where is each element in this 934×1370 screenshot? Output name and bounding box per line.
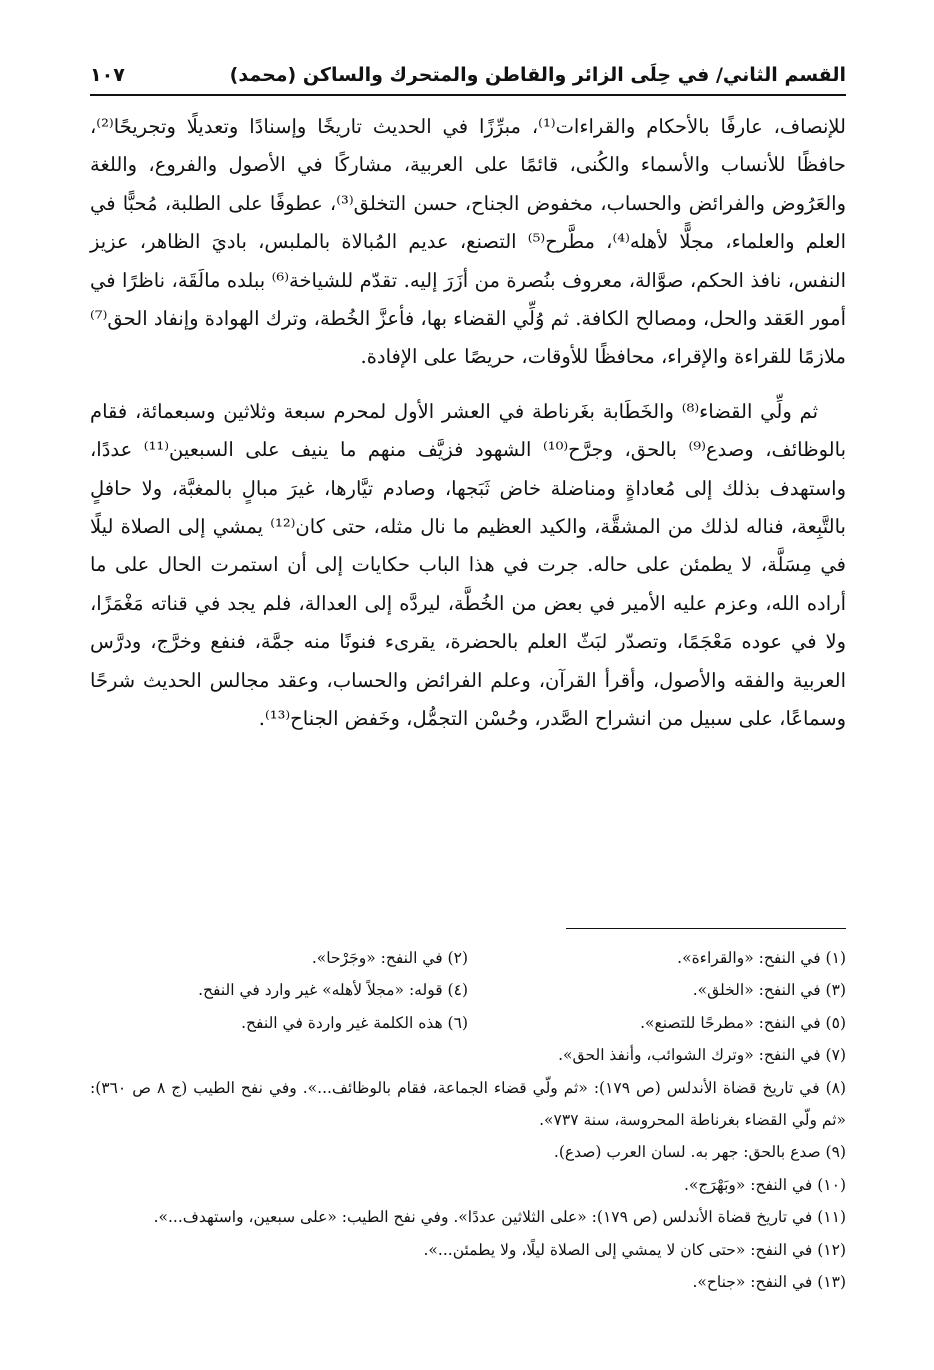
footnote-12: (١٢) في النفح: «حتى كان لا يمشي إلى الصلاة ليلًا، ولا يطمئن...». — [423, 1240, 846, 1259]
footnote-13: (١٣) في النفح: «جناح». — [692, 1273, 846, 1292]
footnote-2: (٢) في النفح: «وجَرْحا». — [311, 949, 468, 967]
page-header — [90, 58, 846, 92]
footnote-11: (١١) في تاريخ قضاة الأندلس (ص ١٧٩): «على الثلاثين عددًا». وفي نفح الطيب: «على سبعين، واستهدف...». — [153, 1208, 846, 1227]
footnote-3: (٣) في النفح: «الخلق». — [692, 981, 846, 1000]
footnote-7: (٧) في النفح: «وترك الشوائب، وأنفذ الحق». — [558, 1046, 846, 1065]
paragraph-2: ثم ولِّي القضاء⁽⁸⁾ والخَطَابة بغَرناطة في العشر الأول لمحرم سبعة وثلاثين وسبعمائة، فقام بالوظائف، وصدع⁽⁹⁾ بالحق، وجرَّح⁽¹⁰⁾ الشهود فزيَّف منهم ما ينيف على السبعين⁽¹¹⁾ عددًا، واستهدف بذلك إلى مُعاداةٍ ومناضلة خاض ثَبَجها، وصادم تيَّارها، غيرَ مبالٍ بالمغبَّة، ولا حافلٍ بالتَّبِعة، فناله لذلك من المشقَّة، والكيد العظيم ما نال مثله، حتى كان⁽¹²⁾ يمشي إلى الصلاة ليلًا في مِسَلَّة، لا يطمئن على حاله. جرت في هذا الباب حكايات إلى أن استمرت الحال على ما أراده الله، وعزم عليه الأمير في بعض من الخُطَّة، ليردَّه إلى العدالة، فلم يجد في قناته مَغْمَزًا، ولا في عوده مَعْجَمًا، وتصدّر لبَثّ العلم بالحضرة، يقرىء فنونًا منه جمَّة، فنفع وخرَّج، ودرَّس العربية والفقه والأصول، وأقرأ القرآن، وعلم الفرائض والحساب، وعقد مجالس الحديث شرحًا وسماعًا، على سبيل من انشراح الصَّدر، وحُسْن التجمُّل، وخَفض الجناح⁽¹³⁾. — [90, 399, 846, 731]
footnote-10: (١٠) في النفح: «وبَهْرَج». — [683, 1175, 846, 1194]
footnote-5: (٥) في النفح: «مطرحًا للتصنع». — [640, 1013, 846, 1032]
footnote-rule — [566, 928, 846, 929]
footnote-9: (٩) صدع بالحق: جهر به. لسان العرب (صدع). — [553, 1143, 846, 1162]
footnote-row — [90, 1007, 846, 1039]
footnote-1: (١) في النفح: «والقراءة». — [677, 949, 846, 967]
footnote-row — [90, 942, 846, 974]
running-title: القسم الثاني/ في حِلَى الزائر والقاطن والمتحرك والساكن (محمد) — [229, 64, 846, 86]
paragraph-1: للإنصاف، عارفًا بالأحكام والقراءات⁽¹⁾، مبرِّزًا في الحديث تاريخًا وإسنادًا وتعديلًا وتجريحًا⁽²⁾، حافظًا للأنساب والأسماء والكُنى، قائمًا على العربية، مشاركًا في الأصول والفروع، واللغة والعَرُوض والفرائض والحساب، مخفوض الجناح، حسن التخلق⁽³⁾، عطوفًا على الطلبة، مُحبًّا في العلم والعلماء، مجلًّا لأهله⁽⁴⁾، مطَّرح⁽⁵⁾ التصنع، عديم المُبالاة بالملبس، باديَ الظاهر، عزيز النفس، نافذ الحكم، صوَّالة، معروف بنُصرة من أزَرَ إليه. تقدّم للشياخة⁽⁶⁾ ببلده مالَقَة، ناظرًا في أمور العَقد والحل، ومصالح الكافة. ثم وُلِّي القضاء بها، فأعزَّ الخُطة، وترك الهوادة وإنفاد الحق⁽⁷⁾ ملازمًا للقراءة والإقراء، محافظًا للأوقات، حريصًا على الإفادة. — [90, 115, 847, 369]
footnote-4: (٤) قوله: «مجلاً لأهله» غير وارد في النفح. — [198, 981, 468, 1000]
footnote-6: (٦) هذه الكلمة غير واردة في النفح. — [241, 1013, 468, 1032]
footnote-8: (٨) في تاريخ قضاة الأندلس (ص ١٧٩): «ثم ولّي قضاء الجماعة، فقام بالوظائف...». وفي نفح الطيب (ج ٨ ص ٣٦٠): «ثم ولّي القضاء بغرناطة المحروسة، سنة ٧٣٧». — [90, 1078, 847, 1130]
main-text — [90, 108, 846, 739]
header-rule — [90, 94, 846, 96]
footnotes — [90, 942, 846, 1298]
footnote-row — [90, 974, 846, 1006]
page-number: ١٠٧ — [90, 64, 125, 86]
